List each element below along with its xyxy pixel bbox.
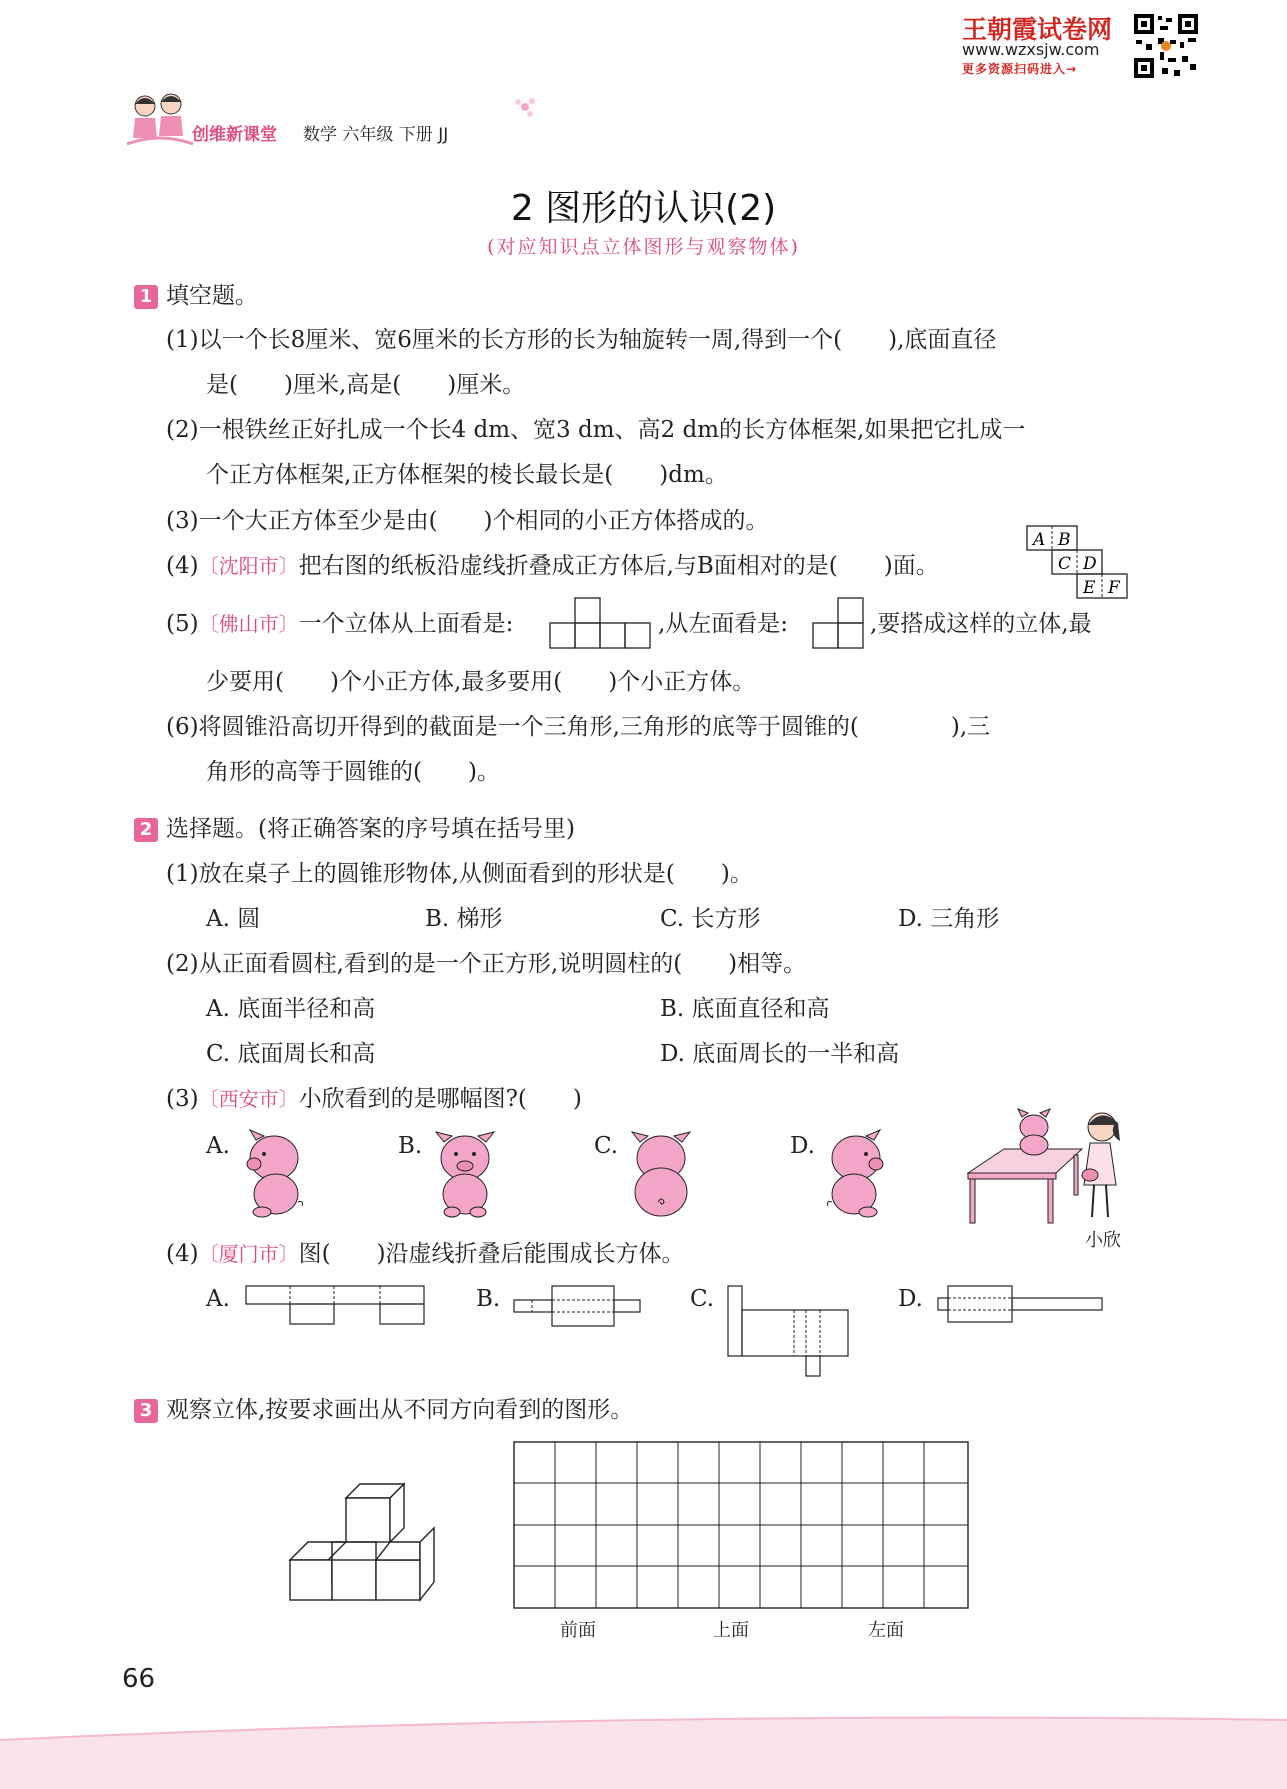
s2-q2-option-d[interactable]: D. 底面周长的一半和高 (660, 1041, 900, 1067)
s2-q3: (3)〔西安市〕小欣看到的是哪幅图?( ) (166, 1086, 582, 1112)
bottom-decoration-band (0, 1700, 1287, 1789)
stacked-cubes-figure (286, 1480, 446, 1602)
section3-heading: 3 观察立体,按要求画出从不同方向看到的图形。 (134, 1396, 633, 1424)
box-net-b-figure (512, 1284, 642, 1328)
s2-q3-option-d[interactable]: D. (790, 1133, 815, 1159)
s2-q1-option-c[interactable]: C. 长方形 (660, 906, 761, 932)
s2-q2-option-a[interactable]: A. 底面半径和高 (206, 996, 376, 1022)
page-title: 2 图形的认识(2) (510, 188, 777, 229)
s2-q1-option-a[interactable]: A. 圆 (206, 906, 261, 932)
pig-side-view-icon (240, 1128, 306, 1220)
grid-caption-top: 上面 (713, 1620, 749, 1641)
s1-q5-middle: ,从左面看是: (658, 611, 789, 637)
girl-and-table-figure (960, 1105, 1130, 1225)
s2-q2-option-c[interactable]: C. 底面周长和高 (206, 1041, 376, 1067)
grid-caption-front: 前面 (560, 1620, 596, 1641)
qr-code-icon[interactable] (1132, 12, 1200, 80)
s1-q5-end: ,要搭成这样的立体,最 (870, 611, 1092, 637)
section3-badge: 3 (134, 1399, 158, 1423)
series-name: 创维新课堂 (192, 125, 277, 145)
top-view-figure (547, 596, 655, 650)
section2-heading: 2 选择题。(将正确答案的序号填在括号里) (134, 815, 575, 843)
watermark-slogan: 更多资源扫码进入→ (962, 62, 1078, 76)
pig-back-view-icon (628, 1128, 694, 1220)
s2-q4-option-d[interactable]: D. (898, 1286, 923, 1312)
pig-front-view-icon (432, 1128, 498, 1220)
s1-q2-line2: 个正方体框架,正方体框架的棱长最长是( )dm。 (206, 462, 728, 488)
section1-heading: 1 填空题。 (134, 282, 258, 310)
s1-q3: (3)一个大正方体至少是由( )个相同的小正方体搭成的。 (166, 508, 769, 534)
pig-other-side-view-icon (824, 1128, 890, 1220)
s2-q4-option-b[interactable]: B. (476, 1286, 501, 1312)
net-label-b: B (1058, 530, 1071, 550)
s2-q3-option-c[interactable]: C. (594, 1133, 619, 1159)
s2-q2-option-b[interactable]: B. 底面直径和高 (660, 996, 830, 1022)
s1-q6-line1: (6)将圆锥沿高切开得到的截面是一个三角形,三角形的底等于圆锥的( ),三 (166, 714, 991, 740)
s2-q4-option-a[interactable]: A. (206, 1286, 230, 1312)
s2-q1-option-d[interactable]: D. 三角形 (898, 906, 1000, 932)
net-label-f: F (1108, 578, 1120, 598)
region-tag: 〔沈阳市〕 (198, 554, 299, 578)
region-tag: 〔厦门市〕 (198, 1242, 299, 1266)
s1-q1-line1: (1)以一个长8厘米、宽6厘米的长方形的长为轴旋转一周,得到一个( ),底面直径 (166, 327, 997, 353)
girl-caption: 小欣 (1085, 1230, 1121, 1251)
s1-q4: (4)〔沈阳市〕把右图的纸板沿虚线折叠成正方体后,与B面相对的是( )面。 (166, 553, 939, 579)
s2-q3-option-b[interactable]: B. (398, 1133, 423, 1159)
section2-badge: 2 (134, 818, 158, 842)
section1-badge: 1 (134, 285, 158, 309)
net-label-a: A (1033, 530, 1046, 550)
s1-q2-line1: (2)一根铁丝正好扎成一个长4 dm、宽3 dm、高2 dm的长方体框架,如果把它扎成一 (166, 417, 1026, 443)
box-net-d-figure (936, 1284, 1106, 1324)
watermark-url[interactable]: www.wzxsjw.com (962, 40, 1100, 59)
s2-q4: (4)〔厦门市〕图( )沿虚线折叠后能围成长方体。 (166, 1241, 685, 1267)
net-label-c: C (1058, 554, 1072, 574)
net-label-d: D (1083, 554, 1097, 574)
s2-q3-option-a[interactable]: A. (206, 1133, 230, 1159)
region-tag: 〔佛山市〕 (198, 612, 299, 636)
kids-mascot-icon (125, 88, 195, 156)
s1-q5-prefix: (5)〔佛山市〕一个立体从上面看是: (166, 611, 514, 637)
flower-decoration-icon (510, 92, 540, 122)
grid-caption-left: 左面 (868, 1620, 904, 1641)
s1-q6-line2: 角形的高等于圆锥的( )。 (206, 759, 500, 785)
answer-grid[interactable] (512, 1440, 970, 1610)
left-view-figure (810, 596, 868, 650)
page-subtitle: (对应知识点立体图形与观察物体) (487, 236, 800, 258)
subject-info: 数学 六年级 下册 JJ (303, 125, 449, 145)
s2-q1-option-b[interactable]: B. 梯形 (425, 906, 503, 932)
s1-q1-line2: 是( )厘米,高是( )厘米。 (206, 372, 526, 398)
s2-q1: (1)放在桌子上的圆锥形物体,从侧面看到的形状是( )。 (166, 861, 753, 887)
s1-q5-line2: 少要用( )个小正方体,最多要用( )个小正方体。 (206, 669, 756, 695)
page-number: 66 (122, 1664, 156, 1694)
s2-q2: (2)从正面看圆柱,看到的是一个正方形,说明圆柱的( )相等。 (166, 951, 807, 977)
box-net-a-figure (244, 1284, 428, 1326)
s2-q4-option-c[interactable]: C. (690, 1286, 715, 1312)
box-net-c-figure (726, 1284, 852, 1378)
region-tag: 〔西安市〕 (198, 1087, 299, 1111)
net-label-e: E (1083, 578, 1096, 598)
cube-net-figure (1025, 524, 1129, 602)
watermark-brand: 王朝霞试卷网 (962, 15, 1113, 44)
